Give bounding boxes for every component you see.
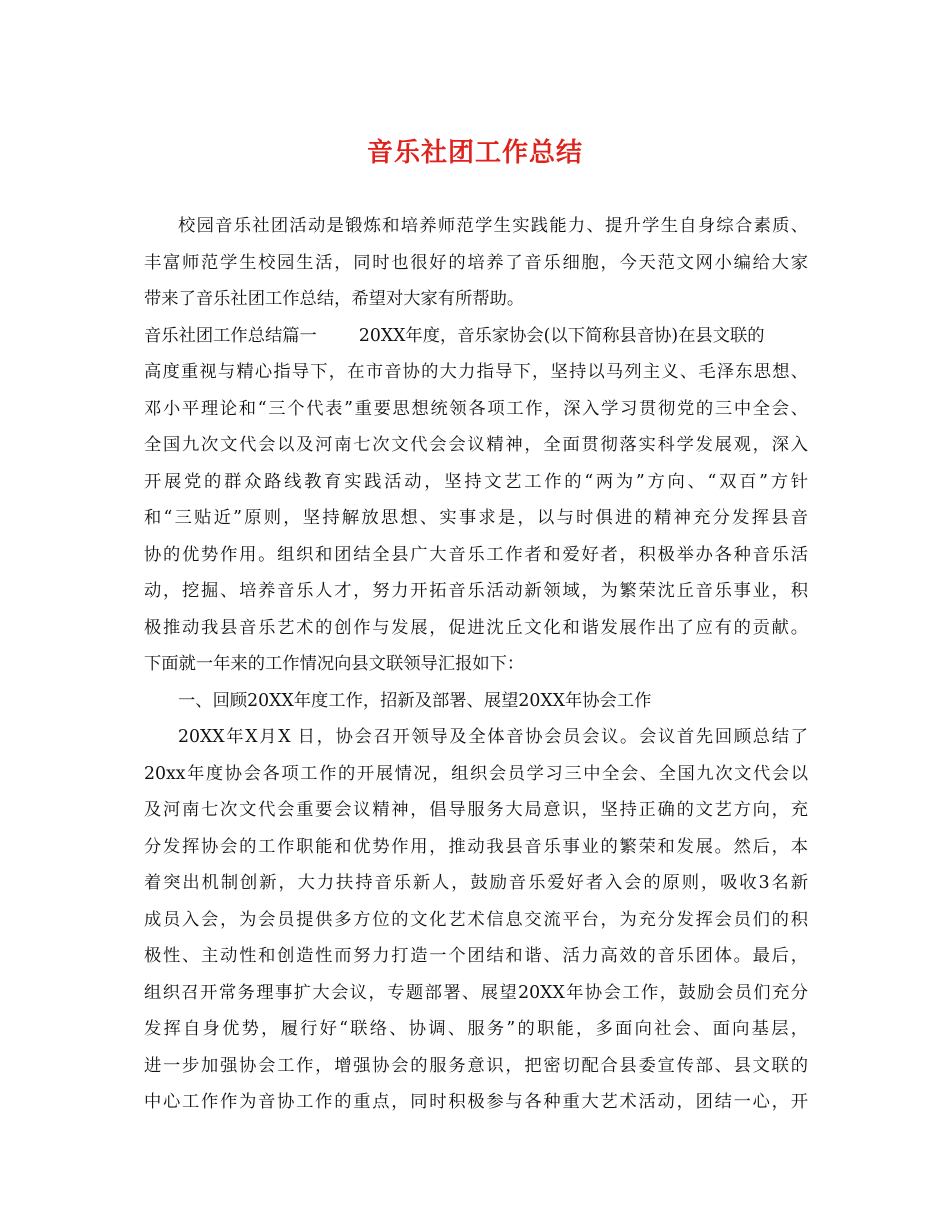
paragraph-line: 组织召开常务理事扩大会议，专题部署、展望20XX年协会工作，鼓励会员们充分 (144, 982, 808, 1003)
paragraph-line: 丰富师范学生校园生活，同时也很好的培养了音乐细胞，今天范文网小编给大家 (144, 252, 808, 273)
document-title: 音乐社团工作总结 (366, 138, 583, 168)
paragraph-line: 协的优势作用。组织和团结全县广大音乐工作者和爱好者，积极举办各种音乐活 (144, 544, 808, 565)
paragraph-line: 极推动我县音乐艺术的创作与发展，促进沈丘文化和谐发展作出了应有的贡献。 (144, 617, 808, 638)
paragraph-line: 发挥自身优势，履行好“联络、协调、服务”的职能，多面向社会、面向基层， (144, 1019, 808, 1039)
paragraph-line: 成员入会，为会员提供多方位的文化艺术信息交流平台，为充分发挥会员们的积 (144, 909, 808, 930)
paragraph-line: 全国九次文代会以及河南七次文代会会议精神，全面贯彻落实科学发展观，深入 (144, 435, 808, 455)
paragraph-line: 进一步加强协会工作，增强协会的服务意识，把密切配合县委宣传部、县文联的 (144, 1055, 808, 1076)
paragraph-line: 动，挖掘、培养音乐人才，努力开拓音乐活动新领域，为繁荣沈丘音乐事业，积 (144, 581, 808, 601)
paragraph-line: 开展党的群众路线教育实践活动，坚持文艺工作的“两为”方向、“双百”方针 (144, 471, 808, 492)
paragraph-line: 高度重视与精心指导下，在市音协的大力指导下，坚持以马列主义、毛泽东思想、 (144, 362, 808, 382)
paragraph-line: 20XX年X月X 日，协会召开领导及全体音协会员会议。会议首先回顾总结了 (178, 727, 808, 747)
paragraph-line: 邓小平理论和“三个代表”重要思想统领各项工作，深入学习贯彻党的三中全会、 (144, 398, 808, 419)
paragraph-line: 极性、主动性和创造性而努力打造一个团结和谐、活力高效的音乐团体。最后， (144, 946, 808, 966)
section-heading: 一、回顾20XX年度工作，招新及部署、展望20XX年协会工作 (178, 690, 652, 711)
paragraph-line: 着突出机制创新，大力扶持音乐新人，鼓励音乐爱好者入会的原则，吸收3名新 (144, 873, 808, 893)
section-heading: 音乐社团工作总结篇一 (144, 325, 317, 346)
paragraph-line: 带来了音乐社团工作总结，希望对大家有所帮助。 (144, 289, 525, 309)
paragraph-line: 及河南七次文代会重要会议精神，倡导服务大局意识，坚持正确的文艺方向，充 (144, 800, 808, 820)
paragraph-line: 和“三贴近”原则，坚持解放思想、实事求是，以与时俱进的精神充分发挥县音 (144, 508, 808, 528)
paragraph-line: 分发挥协会的工作职能和优势作用，推动我县音乐事业的繁荣和发展。然后，本 (144, 836, 808, 857)
paragraph-line (144, 318, 808, 355)
document-body (144, 208, 808, 1121)
paragraph-line: 中心工作作为音协工作的重点，同时积极参与各种重大艺术活动，团结一心，开 (144, 1092, 808, 1112)
paragraph-line: 20xx年度协会各项工作的开展情况，组织会员学习三中全会、全国九次文代会以 (144, 763, 808, 784)
paragraph-text: 20XX年度，音乐家协会(以下简称县音协)在县文联的 (358, 325, 765, 346)
paragraph-line: 下面就一年来的工作情况向县文联领导汇报如下： (144, 654, 525, 674)
paragraph-line: 校园音乐社团活动是锻炼和培养师范学生实践能力、提升学生自身综合素质、 (178, 216, 808, 236)
